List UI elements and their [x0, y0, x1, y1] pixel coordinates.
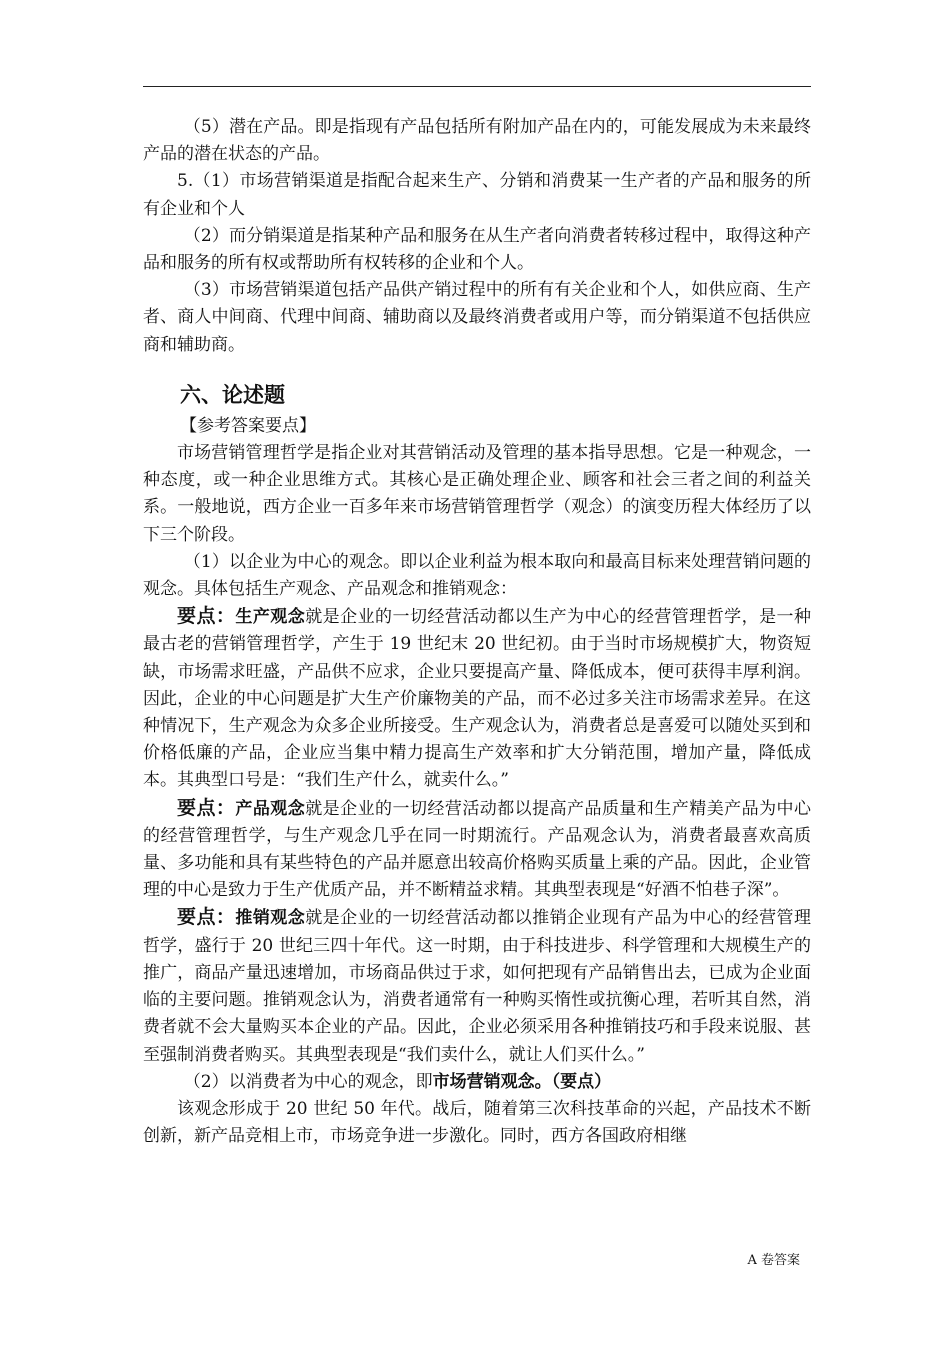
section-heading: 六、论述题 [180, 381, 285, 407]
key-term: 市场营销观念。 [432, 1071, 552, 1092]
key-point-label: 要点： [177, 605, 236, 628]
paragraph-product-concept [143, 795, 811, 905]
paragraph-marketing-concept: 该观念形成于 20 世纪 50 年代。战后，随着第三次科技革命的兴起，产品技术不断创新，新产品竞相上市，市场竞争进一步激化。同时，西方各国政府相继 [143, 1098, 811, 1147]
reference-label: 【参考答案要点】 [180, 415, 316, 436]
paragraph-stage-2 [143, 1069, 811, 1096]
paragraph-intro: 市场营销管理哲学是指企业对其营销活动及管理的基本指导思想。它是一种观念，一种态度，或一种企业思维方式。其核心是正确处理企业、顾客和社会三者之间的利益关系。一般地说，西方企业一百多年来市场营销管理哲学（观念）的演变历程大体经历了以下三个阶段。 [143, 443, 811, 545]
paragraph-channel-1: 5.（1）市场营销渠道是指配合起来生产、分销和消费某一生产者的产品和服务的所有企业和个人 [143, 171, 811, 219]
stage-2-text: （2）以消费者为中心的观念，即 [183, 1071, 433, 1092]
paragraph-selling-concept [143, 904, 811, 1068]
paragraph-stage-1: （1）以企业为中心的观念。即以企业利益为根本取向和最高目标来处理营销问题的观念。具体包括生产观念、产品观念和推销观念： [143, 551, 811, 600]
key-point-label: 要点： [177, 796, 236, 819]
paragraph-production-concept [143, 603, 811, 794]
key-term: 生产观念 [235, 607, 306, 628]
page-content [143, 114, 811, 1150]
page-footer: A 卷答案 [747, 1253, 800, 1268]
key-term: 产品观念 [235, 798, 306, 819]
key-point-text: 就是企业的一切经营活动都以推销企业现有产品为中心的经营管理哲学，盛行于 20 世纪三四十年代。这一时期，由于科技进步、科学管理和大规模生产的推广，商品产量迅速增加，市场商品供过于求，如何把现有产品销售出去，已成为企业面临的主要问题。推销观念认为，消费者通常有一种购买惰性或抗衡心理，若听其自然，消费者就不会大量购买本企业的产品。因此，企业必须采用各种推销技巧和手段来说服、甚至强制消费者购买。其典型表现是“我们卖什么，就让人们买什么。” [143, 908, 811, 1065]
header-rule [143, 86, 811, 87]
key-point-note: （要点） [551, 1071, 612, 1092]
key-point-label: 要点： [177, 906, 236, 929]
paragraph-potential-product: （5）潜在产品。即是指现有产品包括所有附加产品在内的，可能发展成为未来最终产品的潜在状态的产品。 [143, 117, 811, 165]
key-point-text: 就是企业的一切经营活动都以提高产品质量和生产精美产品为中心的经营管理哲学，与生产观念几乎在同一时期流行。产品观念认为，消费者最喜欢高质量、多功能和具有某些特色的产品并愿意出较高价格购买质量上乘的产品。因此，企业管理的中心是致力于生产优质产品，并不断精益求精。其典型表现是“好酒不怕巷子深”。 [143, 798, 811, 901]
key-term: 推销观念 [235, 908, 306, 929]
key-point-text: 就是企业的一切经营活动都以生产为中心的经营管理哲学，是一种最古老的营销管理哲学，产生于 19 世纪末 20 世纪初。由于当时市场规模扩大，物资短缺，市场需求旺盛，产品供不应求，企业只要提高产量、降低成本，便可获得丰厚利润。因此，企业的中心问题是扩大生产价廉物美的产品，而不必过多关注市场需求差异。在这种情况下，生产观念为众多企业所接受。生产观念认为，消费者总是喜爱可以随处买到和价格低廉的产品，企业应当集中精力提高生产效率和扩大分销范围，增加产量，降低成本。其典型口号是：“我们生产什么，就卖什么。” [143, 607, 811, 791]
paragraph-channel-2: （2）而分销渠道是指某种产品和服务在从生产者向消费者转移过程中，取得这种产品和服务的所有权或帮助所有权转移的企业和个人。 [143, 225, 811, 274]
paragraph-channel-3: （3）市场营销渠道包括产品供产销过程中的所有有关企业和个人，如供应商、生产者、商人中间商、代理中间商、辅助商以及最终消费者或用户等，而分销渠道不包括供应商和辅助商。 [143, 280, 811, 355]
